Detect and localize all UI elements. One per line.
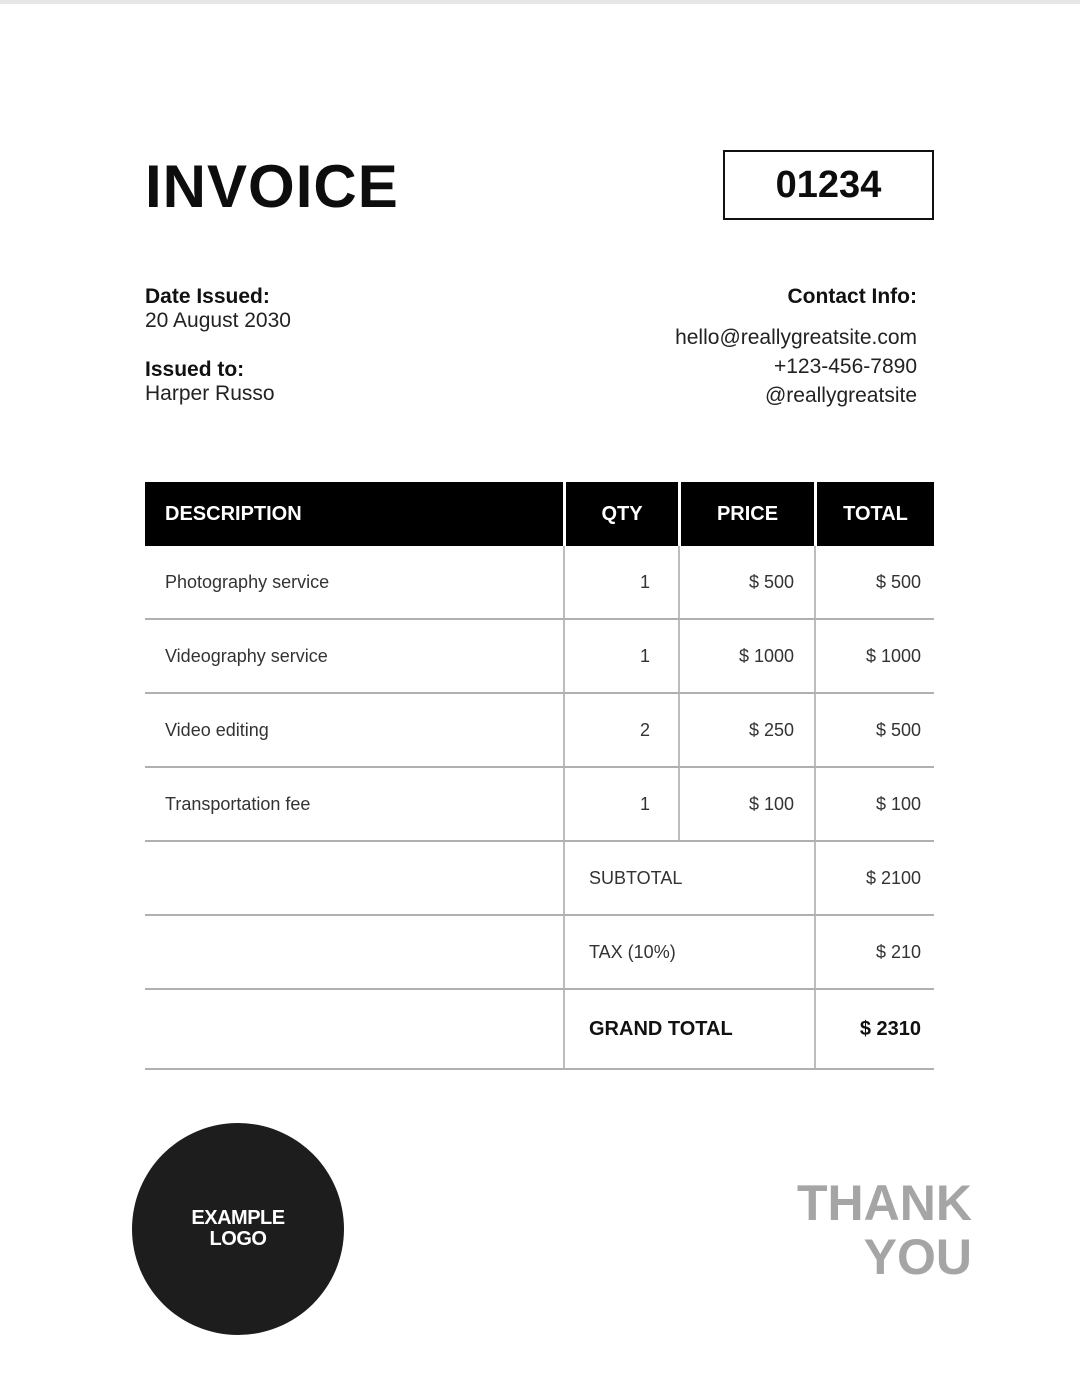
item-price: $ 1000 [678,620,814,692]
thank-you-message [797,1176,972,1284]
grand-total-row [145,990,934,1070]
item-description: Transportation fee [165,793,311,814]
item-price: $ 250 [678,694,814,766]
header-qty: QTY [563,482,678,546]
item-description: Video editing [165,719,269,740]
invoice-title: INVOICE [145,153,399,220]
thank-you-line-2: YOU [863,1229,972,1285]
empty-cell [145,990,563,1068]
grand-total-value: $ 2310 [814,990,934,1068]
item-description: Videography service [165,645,328,666]
tax-row [145,916,934,990]
item-price: $ 100 [678,768,814,840]
table-row [145,546,934,620]
empty-cell [145,916,563,988]
tax-value: $ 210 [814,916,934,988]
company-logo [132,1123,344,1335]
top-divider [0,0,1080,4]
logo-line-1: EXAMPLE [191,1207,285,1229]
table-row [145,768,934,842]
item-total: $ 1000 [814,620,934,692]
date-issued-value: 20 August 2030 [145,309,291,332]
item-description: Photography service [165,571,330,592]
thank-you-line-1: THANK [797,1175,972,1231]
logo-line-2: LOGO [209,1228,267,1250]
grand-total-label: GRAND TOTAL [563,990,814,1068]
header-description: DESCRIPTION [165,502,302,525]
item-price: $ 500 [678,546,814,618]
header-total: TOTAL [814,482,934,546]
table-row [145,694,934,768]
subtotal-row [145,842,934,916]
empty-cell [145,842,563,914]
item-qty: 1 [563,546,678,618]
item-total: $ 500 [814,694,934,766]
table-header [145,482,934,546]
tax-label: TAX (10%) [563,916,814,988]
invoice-table [145,482,934,1070]
subtotal-label: SUBTOTAL [563,842,814,914]
invoice-number: 01234 [723,150,934,220]
item-qty: 2 [563,694,678,766]
contact-phone: +123-456-7890 [773,355,917,378]
contact-info-label: Contact Info: [787,285,917,308]
header-price: PRICE [678,482,814,546]
table-row [145,620,934,694]
issue-details [145,285,525,406]
issued-to-value: Harper Russo [145,382,275,405]
item-total: $ 100 [814,768,934,840]
contact-email: hello@reallygreatsite.com [675,326,917,349]
contact-info [517,285,917,410]
issued-to-label: Issued to: [145,358,245,381]
item-qty: 1 [563,768,678,840]
contact-social: @reallygreatsite [764,384,917,407]
date-issued-label: Date Issued: [145,285,270,308]
subtotal-value: $ 2100 [814,842,934,914]
item-qty: 1 [563,620,678,692]
item-total: $ 500 [814,546,934,618]
